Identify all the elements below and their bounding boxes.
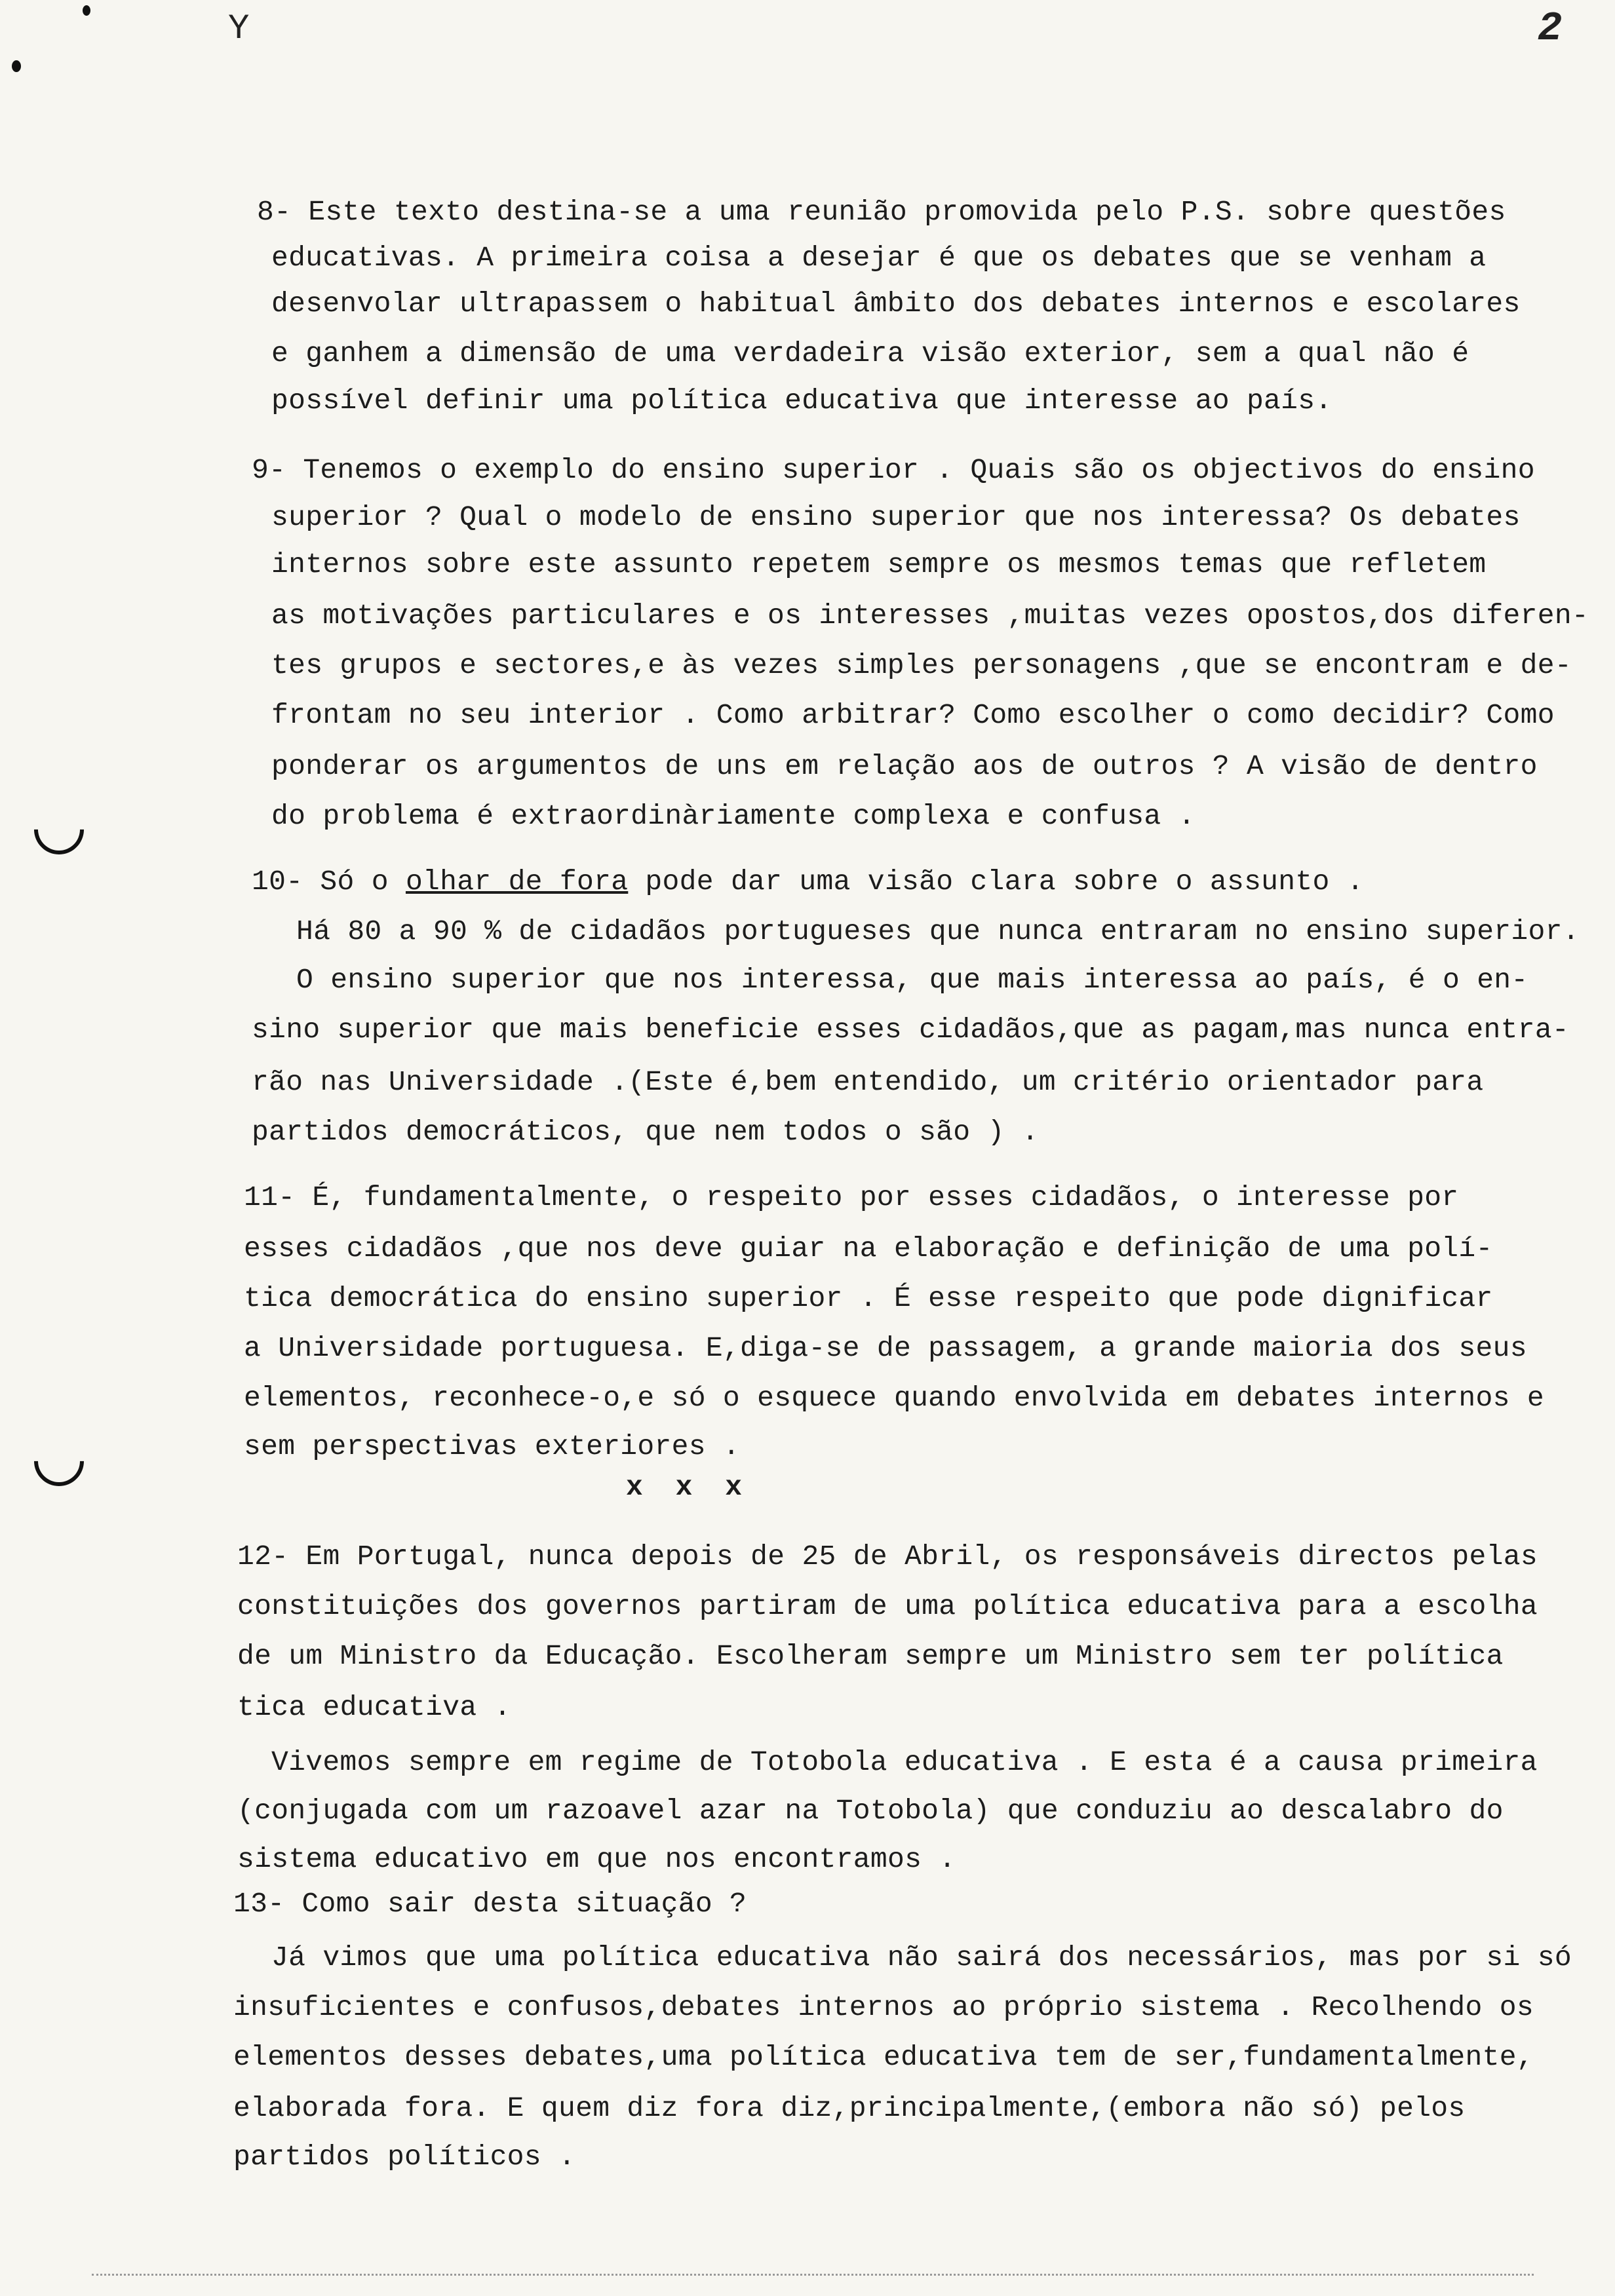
paragraph-12-line: de um Ministro da Educação. Escolheram sempre um Ministro sem ter política — [237, 1640, 1504, 1672]
paragraph-13-line: insuficientes e confusos,debates internos ao próprio sistema . Recolhendo os — [233, 1991, 1534, 2023]
binder-hole-icon — [24, 1426, 94, 1496]
paragraph-13-line: 13- Como sair desta situação ? — [233, 1888, 747, 1920]
paragraph-11-line: elementos, reconhece-o,e só o esquece quando envolvida em debates internos e — [244, 1382, 1544, 1414]
paragraph-8-line: desenvolar ultrapassem o habitual âmbito dos debates internos e escolares — [271, 288, 1521, 320]
paragraph-11-line: 11- É, fundamentalmente, o respeito por esses cidadãos, o interesse por — [244, 1181, 1459, 1214]
paragraph-10-line: O ensino superior que nos interessa, que mais interessa ao país, é o en- — [296, 964, 1528, 996]
paragraph-9-line: internos sobre este assunto repetem sempre os mesmos temas que refletem — [271, 548, 1487, 581]
paragraph-9-line: do problema é extraordinàriamente complexa e confusa . — [271, 800, 1196, 832]
paragraph-8-line: possível definir uma política educativa que interesse ao país. — [271, 385, 1333, 417]
paragraph-12-line: Vivemos sempre em regime de Totobola educativa . E esta é a causa primeira — [271, 1746, 1538, 1778]
scan-edge-noise — [92, 2274, 1534, 2278]
paragraph-8-line: educativas. A primeira coisa a desejar é que os debates que se venham a — [271, 242, 1487, 274]
ink-dot-mark — [12, 60, 21, 72]
paragraph-12-line: tica educativa . — [237, 1691, 511, 1723]
section-separator: x x x — [626, 1471, 750, 1503]
paragraph-13-line: Já vimos que uma política educativa não sairá dos necessários, mas por si só — [271, 1942, 1572, 1974]
paragraph-10-line: sino superior que mais beneficie esses cidadãos,que as pagam,mas nunca entra- — [252, 1014, 1570, 1046]
paragraph-12-line: (conjugada com um razoavel azar na Totobola) que conduziu ao descalabro do — [237, 1795, 1504, 1827]
paragraph-11-line: tica democrática do ensino superior . É esse respeito que pode dignificar — [244, 1282, 1493, 1314]
paragraph-11-line: a Universidade portuguesa. E,diga-se de passagem, a grande maioria dos seus — [244, 1332, 1527, 1364]
paragraph-11-line: sem perspectivas exteriores . — [244, 1430, 741, 1463]
paragraph-10-line: Há 80 a 90 % de cidadãos portugueses que nunca entraram no ensino superior. — [296, 915, 1580, 947]
paragraph-12-line: constituições dos governos partiram de uma política educativa para a escolha — [237, 1590, 1538, 1622]
paragraph-9-line: ponderar os argumentos de uns em relação aos de outros ? A visão de dentro — [271, 750, 1538, 782]
paragraph-9-line: as motivações particulares e os interesses ,muitas vezes opostos,dos diferen- — [271, 600, 1589, 632]
paragraph-8-line: 8- Este texto destina-se a uma reunião promovida pelo P.S. sobre questões — [257, 196, 1506, 228]
paragraph-8-line: e ganhem a dimensão de uma verdadeira visão exterior, sem a qual não é — [271, 337, 1469, 370]
corner-mark: Y — [228, 9, 250, 49]
paragraph-9-line: frontam no seu interior . Como arbitrar? Como escolher o como decidir? Como — [271, 699, 1555, 731]
paragraph-10-line: 10- Só o olhar de fora pode dar uma visão clara sobre o assunto . — [252, 866, 1364, 898]
paragraph-9-line: tes grupos e sectores,e às vezes simples personagens ,que se encontram e de- — [271, 649, 1572, 681]
page-number: 2 — [1538, 5, 1563, 52]
paragraph-12-line: sistema educativo em que nos encontramos . — [237, 1843, 956, 1875]
binder-hole-icon — [24, 794, 94, 864]
paragraph-13-line: elementos desses debates,uma política educativa tem de ser,fundamentalmente, — [233, 2041, 1534, 2073]
paragraph-12-line: 12- Em Portugal, nunca depois de 25 de Abril, os responsáveis directos pelas — [237, 1540, 1538, 1573]
paragraph-13-line: partidos políticos . — [233, 2141, 576, 2173]
paragraph-9-line: superior ? Qual o modelo de ensino superior que nos interessa? Os debates — [271, 501, 1521, 533]
paragraph-10-line: partidos democráticos, que nem todos o são ) . — [252, 1116, 1039, 1148]
ink-dot-mark — [83, 5, 90, 16]
paragraph-9-line: 9- Tenemos o exemplo do ensino superior . Quais são os objectivos do ensino — [252, 454, 1535, 486]
paragraph-10-line: rão nas Universidade .(Este é,bem entendido, um critério orientador para — [252, 1066, 1484, 1098]
paragraph-13-line: elaborada fora. E quem diz fora diz,principalmente,(embora não só) pelos — [233, 2092, 1466, 2124]
paragraph-11-line: esses cidadãos ,que nos deve guiar na elaboração e definição de uma polí- — [244, 1233, 1493, 1265]
